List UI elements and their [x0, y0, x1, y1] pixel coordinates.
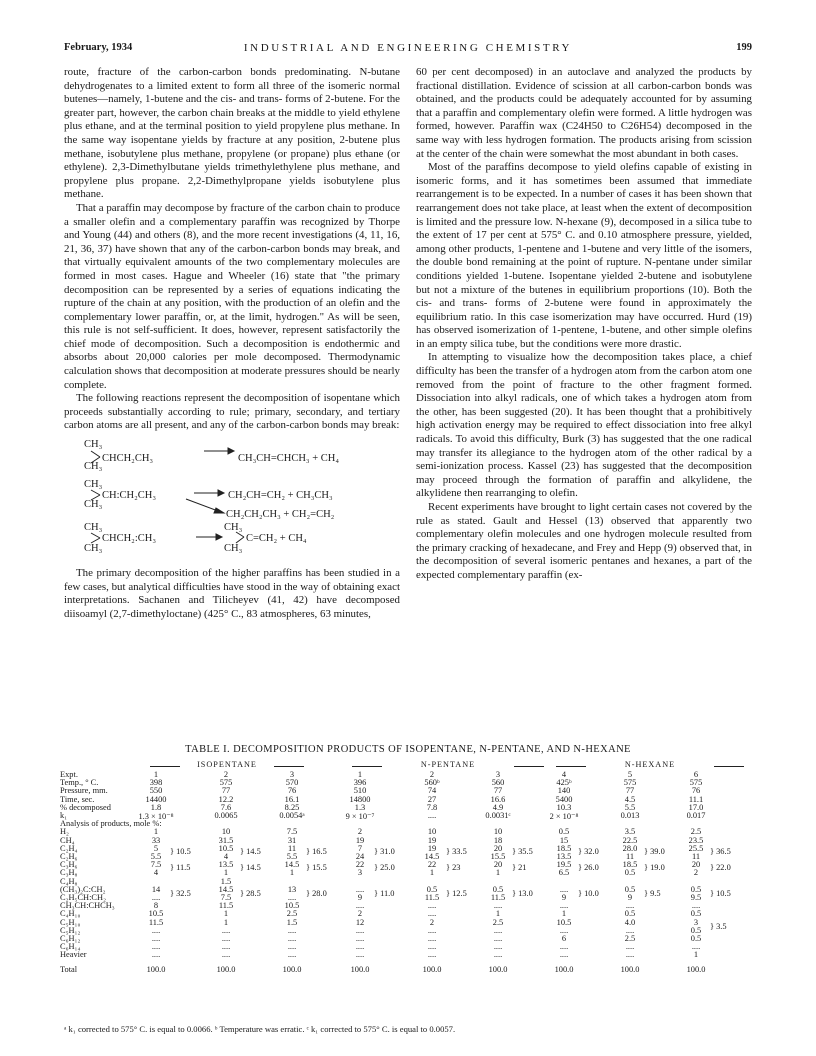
row-label: C₃H₈: [60, 868, 78, 878]
row-label: Total: [60, 964, 78, 974]
c2h4-value: 20: [493, 843, 503, 853]
row-label: CH₄: [60, 835, 75, 845]
c3-sum: } 15.5: [306, 863, 327, 873]
heavier-value: ....: [355, 950, 365, 960]
h2-value: 7.5: [286, 827, 298, 837]
butene1-value: 9: [627, 893, 633, 902]
expt-number: 1: [357, 770, 363, 779]
temp-value: 575: [219, 778, 233, 788]
ch4-value: 22.5: [622, 835, 638, 845]
c2h6-value: 11: [691, 852, 701, 861]
decomposed-value: 1.3: [354, 802, 366, 812]
isobutylene-value: ....: [559, 884, 569, 894]
c6h14-value: ....: [559, 942, 569, 952]
c56-sum: } 3.5: [710, 921, 727, 931]
eq-ch3: CH₃: [84, 461, 103, 473]
paragraph: Recent experiments have brought to light certain cases not covered by the rule as stated. Gault and Hessel (13) observed that apparently two complementary olefin molecules and one hydrogen molecule resulted from the primary cracking of hexadecane, and Frey and Hepp (9) observed that, in the decomposition of several isomeric pentanes and hexanes, a part of the expected complementary paraffin (ex-: [416, 501, 752, 581]
c5h12-value: ....: [625, 925, 635, 935]
row-label: Analysis of products, mole %:: [60, 819, 162, 829]
total-value: 100.0: [554, 964, 574, 974]
total-value: 100.0: [146, 964, 166, 974]
butene2-value: ....: [427, 901, 437, 911]
expt-number: 4: [561, 770, 567, 779]
k1-value: 1.3 × 10⁻⁸: [138, 812, 174, 821]
c3h8-value: 1: [495, 868, 501, 878]
c6h12-value: ....: [427, 934, 437, 943]
heavier-value: 1: [693, 950, 699, 960]
butene2-value: ....: [493, 901, 503, 911]
c3-sum: } 14.5: [240, 863, 261, 873]
c3h8-value: 4: [153, 868, 159, 878]
c6h12-value: 2.5: [624, 934, 636, 943]
reaction-arrows: [86, 437, 406, 557]
eq-ch3: CH₃: [84, 479, 103, 491]
c3h8-value: 1: [289, 868, 295, 878]
eq-ch3: CH₃: [224, 543, 243, 555]
h2-value: 2.5: [690, 827, 702, 837]
group-header: ISOPENTANE: [180, 760, 274, 769]
c6h14-value: ....: [625, 942, 635, 952]
eq1-right: CH₃CH=CHCH₃ + CH₄: [238, 453, 340, 465]
c2-sum: } 10.5: [170, 846, 191, 856]
c4h10-value: 0.5: [690, 909, 702, 919]
paragraph: That a paraffin may decompose by fracture of the carbon chain to produce a smaller olefin and a complementary paraffin was recognized by Thorpe and Young (44) and others (8), and the more recent investigations (4, 11, 16, 21, 36, 37) have shown that any of the carbon-carbon bonds may break, and that virtually equivalent amounts of the two complementary molecules are formed in most cases. Hague and Wheeler (16) state that "the primary decomposition can be represented by a series of equations indicating the rupture of the chain at any position, with the production of an olefin and the complementary lower paraffin, or, at the limit, hydrogen." As will be seen, this rule is not self-sufficient. It does, however, represent satisfactorily the chief mode of decomposition. Such a decomposition is endothermic and absorbs about 20,000 calories per mole decomposed. Thermodynamic calculation shows that decomposition at moderate pressures should be nearly complete.: [64, 201, 400, 391]
pressure-value: 74: [427, 786, 437, 796]
issue-date: February, 1934: [64, 42, 133, 53]
row-label: Heavier: [60, 950, 87, 960]
c3h6-value: 7.5: [150, 860, 162, 870]
k1-value: 0.017: [686, 811, 706, 820]
pressure-value: 550: [149, 786, 163, 796]
c5h12-value: ....: [493, 925, 503, 935]
right-column: [416, 66, 752, 583]
eq2-right-a: CH₂CH=CH₂ + CH₃CH₃: [228, 490, 333, 502]
butene2-value: ....: [355, 901, 365, 911]
c2h6-value: 4: [223, 852, 229, 861]
c5h10-value: 3: [693, 917, 699, 927]
eq3-right: C=CH₂ + CH₄: [246, 533, 307, 545]
table-footnote: ᵃ k₁ corrected to 575° C. is equal to 0.0066. ᵇ Temperature was erratic. ᶜ k₁ corrected to 575° C. is equal to 0.0057.: [64, 1024, 456, 1034]
c4-sum: } 11.0: [374, 888, 395, 898]
eq-ch3: CH₃: [224, 522, 243, 534]
temp-value: 425ᵇ: [556, 778, 572, 788]
eq-ch3: CH₃: [84, 543, 103, 555]
c2h6-value: 14.5: [424, 852, 440, 861]
time-value: 16.1: [284, 794, 300, 804]
pressure-value: 76: [691, 786, 701, 796]
c3h8-value: 0.5: [624, 868, 636, 878]
c3-sum: } 26.0: [578, 863, 599, 873]
butene1-value: 9.5: [690, 893, 702, 902]
row-label: C₂H₄: [60, 843, 78, 853]
total-value: 100.0: [282, 964, 302, 974]
row-label: C₆H₁₄: [60, 942, 81, 952]
row-label: Time, sec.: [60, 794, 95, 804]
butene1-value: 11.5: [424, 893, 440, 902]
time-value: 11.1: [688, 794, 704, 804]
c6h14-value: ....: [355, 942, 365, 952]
c6h14-value: ....: [151, 942, 161, 952]
paragraph: In attempting to visualize how the decomposition takes place, a chief difficulty has been the transfer of a hydrogen atom from the carbon atom one removed from the point of fracture to the other fragment formed. Dissociation into alkyl radicals, one of which takes a hydrogen atom from the other, has been suggested (20). It has been thought that a prohibitively high activation energy may be required to effect dissociation into free alkyl radicals. To avoid this difficulty, Burk (3) has suggested that the one radical may transfer its allegiance to the hydrogen atom of the other radical by a semi-ionization process. Kassel (23) has suggested that the decomposition may proceed through the formation of paraffin and alkylidene, the alkylidene then rearranging to olefin.: [416, 351, 752, 500]
time-value: 16.6: [490, 794, 506, 804]
h2-value: 10: [427, 827, 437, 837]
total-value: 100.0: [620, 964, 640, 974]
heavier-value: ....: [559, 950, 569, 960]
butene1-value: 11.5: [490, 893, 506, 902]
expt-number: 1: [153, 770, 159, 779]
h2-value: 10: [493, 827, 503, 837]
c2h6-value: 5.5: [150, 852, 162, 861]
c6h12-value: 6: [561, 934, 567, 943]
temp-value: 575: [689, 778, 703, 788]
c4-sum: } 10.5: [710, 888, 731, 898]
c4-sum: } 13.0: [512, 888, 533, 898]
c6h12-value: ....: [221, 934, 231, 943]
c2h4-value: 19: [427, 843, 437, 853]
butene1-value: ....: [287, 893, 297, 902]
k1-value: ....: [427, 811, 437, 820]
row-label: C₃H₆: [60, 860, 78, 870]
h2-value: 2: [357, 827, 363, 837]
temp-value: 396: [353, 778, 367, 788]
pressure-value: 77: [625, 786, 635, 796]
paragraph: route, fracture of the carbon-carbon bonds predominating. N-butane dehydrogenates to a limited extent to form all three of the isomeric normal butenes—namely, 1-butene and the cis- and trans- forms of 2-butene. For the greater part, however, the carbon chain breaks at the middle to yield ethylene plus ethane, and at the terminal position to yield propylene plus methane. In the same way isopentane yields by fracture at any position, 2-butene plus methane, isobutylene plus methane, propylene (or propane) plus ethane (or ethylene). 2,3-Dimethylbutane yields trimethylethylene plus methane, and propylene plus propane. 2,2-Dimethylpropane yields isobutylene plus methane.: [64, 66, 400, 201]
time-value: 14400: [145, 794, 167, 804]
expt-number: 3: [495, 770, 501, 779]
c2-sum: } 33.5: [446, 846, 467, 856]
ch4-value: 23.5: [688, 835, 704, 845]
time-value: 4.5: [624, 794, 636, 804]
c6h12-value: ....: [355, 934, 365, 943]
page-number: 199: [736, 42, 752, 53]
eq2-right-b: CH₂CH₂CH₃ + CH₂=CH₂: [226, 509, 335, 521]
c5h10-value: 2: [429, 917, 435, 927]
c2h4-value: 7: [357, 843, 363, 853]
c3h8-value: 1: [223, 868, 229, 878]
c4-sum: } 28.5: [240, 888, 261, 898]
c3-sum: } 23: [446, 863, 461, 873]
c3h6-value: 14.5: [284, 860, 300, 870]
isobutylene-value: 0.5: [690, 884, 702, 894]
expt-number: 5: [627, 770, 633, 779]
butene2-value: 10.5: [284, 901, 300, 911]
butene2-value: ....: [559, 901, 569, 911]
row-label: C₆H₁₂: [60, 934, 81, 943]
c2h4-value: 25.5: [688, 843, 704, 853]
ch4-value: 31: [287, 835, 297, 845]
c3-sum: } 11.5: [170, 863, 191, 873]
decomposed-value: 4.9: [492, 802, 504, 812]
c6h12-value: 0.5: [690, 934, 702, 943]
c5h10-value: 1: [223, 917, 229, 927]
h2-value: 0.5: [558, 827, 570, 837]
c2h6-value: 15.5: [490, 852, 506, 861]
row-label: C₅H₁₂: [60, 925, 81, 935]
isobutylene-value: 13: [287, 884, 297, 894]
group-header: N-HEXANE: [586, 760, 714, 769]
c2h4-value: 28.0: [622, 843, 638, 853]
time-value: 27: [427, 794, 437, 804]
h2-value: 10: [221, 827, 231, 837]
c3-sum: } 25.0: [374, 863, 395, 873]
isobutylene-value: ....: [355, 884, 365, 894]
c4h10-value: 1: [561, 909, 567, 919]
butene2-value: 8: [153, 901, 159, 911]
c6h14-value: ....: [427, 942, 437, 952]
c3-sum: } 21: [512, 863, 527, 873]
c4-sum: } 12.5: [446, 888, 467, 898]
time-value: 14800: [349, 794, 371, 804]
c4-sum: } 32.5: [170, 888, 191, 898]
total-value: 100.0: [216, 964, 236, 974]
paragraph: The primary decomposition of the higher paraffins has been studied in a few cases, but analytical difficulties have stood in the way of obtaining exact interpretations. Sachanen and Tilicheyev (41, 42) have decomposed diisoamyl (2,7-dimethyloctane) (425° C., 83 atmospheres, 63 minutes,: [64, 567, 400, 620]
c2-sum: } 35.5: [512, 846, 533, 856]
c6h14-value: ....: [287, 942, 297, 952]
c5h12-value: 0.5: [690, 925, 702, 935]
c6h12-value: ....: [151, 934, 161, 943]
decomposed-value: 17.0: [688, 802, 704, 812]
c2h6-value: 5.5: [286, 852, 298, 861]
c6h12-value: ....: [493, 934, 503, 943]
c5h12-value: ....: [287, 925, 297, 935]
c5h12-value: ....: [355, 925, 365, 935]
total-value: 100.0: [350, 964, 370, 974]
paragraph: The following reactions represent the decomposition of isopentane which proceeds substantially according to rule; primary, secondary, and tertiary carbon atoms are all present, and any of the carbon-carbon bonds may break:: [64, 392, 400, 432]
row-label: Temp., ° C.: [60, 778, 99, 788]
isobutylene-value: 14: [151, 884, 161, 894]
c4-sum: } 10.0: [578, 888, 599, 898]
c6h14-value: ....: [493, 942, 503, 952]
c3h8-value: 3: [357, 868, 363, 878]
total-value: 100.0: [422, 964, 442, 974]
c5h10-value: 4.0: [624, 917, 636, 927]
page-header: [64, 42, 752, 58]
decomposed-value: 5.5: [624, 802, 636, 812]
reaction-equations: [86, 437, 400, 557]
c5h10-value: 11.5: [148, 917, 164, 927]
k1-value: 9 × 10⁻⁷: [345, 812, 375, 821]
butene1-value: 9: [561, 893, 567, 902]
c6h14-value: ....: [221, 942, 231, 952]
row-label: (CH₃)₂C:CH₂: [60, 884, 106, 894]
c4h10-value: ....: [427, 909, 437, 919]
expt-number: 6: [693, 770, 699, 779]
paragraph: Most of the paraffins decompose to yield olefins capable of existing in isomeric forms, and it has sometimes been assumed that immediate rearrangement is to be expected. In a number of cases it has been shown that rearrangement does not take place, at least when the extent of decomposition is limited and the pressure low. N-hexane (9), decomposed in a silica tube to the extent of 17 per cent at 575° C. and 0.10 atmosphere pressure, yielded, among other products, 1-pentene and 1-butene and very little of the isomers, the double bond remaining at the point of rupture. N-pentane under similar conditions yielded 1-butene. Isopentane yielded 2-butene and isobutylene but not a mixture of the butenes in equilibrium proportions (10). Both the cis- and trans- forms of 2-butene were found in approximately the equilibrium ratio. In this case isomerization may have occurred. Hurd (19) has observed isomerization of 1-pentene, 1-butene, and other simple olefins in an empty silica tube, but the conditions were more drastic.: [416, 161, 752, 350]
row-label: % decomposed: [60, 802, 111, 812]
isobutylene-value: 0.5: [624, 884, 636, 894]
c4h10-value: 2: [357, 909, 363, 919]
pressure-value: 140: [557, 786, 571, 796]
k1-value: 0.0031ᶜ: [485, 811, 511, 820]
eq3-left: CHCH₂:CH₃: [102, 533, 156, 545]
pressure-value: 510: [353, 786, 367, 796]
heavier-value: ....: [287, 950, 297, 960]
c3-sum: } 19.0: [644, 863, 665, 873]
c2h6-value: 13.5: [556, 852, 572, 861]
total-value: 100.0: [686, 964, 706, 974]
c5h10-value: 2.5: [492, 917, 504, 927]
decomposed-value: 7.6: [220, 802, 232, 812]
ch4-value: 19: [427, 835, 437, 845]
c2-sum: } 32.0: [578, 846, 599, 856]
temp-value: 575: [623, 778, 637, 788]
c2-sum: } 39.0: [644, 846, 665, 856]
h2-value: 1: [153, 827, 159, 837]
c4-sum: } 28.0: [306, 888, 327, 898]
decomposed-value: 10.3: [556, 802, 572, 812]
row-label: C₂H₅CH:CH₂: [60, 893, 106, 902]
butene2-value: 11.5: [218, 901, 234, 911]
c4h10-value: 1: [223, 909, 229, 919]
c4-sum: } 9.5: [644, 888, 661, 898]
butene1-value: ....: [151, 893, 161, 902]
time-value: 5400: [555, 794, 573, 804]
row-label: CH₃CH:CHCH₃: [60, 901, 115, 911]
temp-value: 560ᵇ: [424, 778, 440, 788]
left-column: [64, 66, 400, 621]
c4h10-value: 2.5: [286, 909, 298, 919]
pressure-value: 76: [287, 786, 297, 796]
c5h12-value: ....: [427, 925, 437, 935]
heavier-value: ....: [493, 950, 503, 960]
c3h6-value: 19.5: [556, 860, 572, 870]
row-label: H₂: [60, 827, 69, 837]
paragraph: 60 per cent decomposed) in an autoclave and analyzed the products by fractional distillation. Evidence of scission at all carbon-carbon bonds was obtained, and the products could be adequately accounted for by assuming that a paraffin and complementary olefin were formed. A little hydrogen was formed, however. Paraffin wax (C24H50 to C26H54) decomposed in the same way with less hydrogen formation. The products arising from scission at the center of the chain were somewhat the most abundant in both cases.: [416, 66, 752, 160]
ch4-value: 33: [151, 835, 161, 845]
c3-sum: } 22.0: [710, 863, 731, 873]
group-header: N-PENTANE: [382, 760, 514, 769]
pressure-value: 77: [221, 786, 231, 796]
c2-sum: } 16.5: [306, 846, 327, 856]
eq-ch3: CH₃: [84, 522, 103, 534]
ch4-value: 15: [559, 835, 569, 845]
isobutylene-value: 14.5: [218, 884, 234, 894]
table-caption: TABLE I. DECOMPOSITION PRODUCTS OF ISOPENTANE, N-PENTANE, AND N-HEXANE: [185, 744, 631, 755]
c2h6-value: 24: [355, 852, 365, 861]
row-label: C₅H₁₀: [60, 917, 81, 927]
row-label: C₄H₈: [60, 876, 78, 886]
butene2-value: ....: [625, 901, 635, 911]
c5h10-value: 12: [355, 917, 365, 927]
expt-number: 2: [223, 770, 229, 779]
journal-title: INDUSTRIAL AND ENGINEERING CHEMISTRY: [243, 42, 573, 54]
heavier-value: ....: [221, 950, 231, 960]
h2-value: 3.5: [624, 827, 636, 837]
heavier-value: ....: [427, 950, 437, 960]
eq2-left: CH:CH₂CH₃: [102, 490, 156, 502]
butene1-value: 9: [357, 893, 363, 902]
decomposed-value: 7.8: [426, 802, 438, 812]
temp-value: 398: [149, 778, 163, 788]
c5h12-value: ....: [221, 925, 231, 935]
c4h10-value: 10.5: [148, 909, 164, 919]
pressure-value: 77: [493, 786, 503, 796]
c6h12-value: ....: [287, 934, 297, 943]
temp-value: 560: [491, 778, 505, 788]
c6h14-value: ....: [691, 942, 701, 952]
c3h8-value: 2: [693, 868, 699, 878]
temp-value: 570: [285, 778, 299, 788]
heavier-value: ....: [625, 950, 635, 960]
eq-ch3: CH₃: [84, 499, 103, 511]
c2h4-value: 5: [153, 843, 159, 853]
k1-value: 2 × 10⁻⁸: [549, 812, 579, 821]
c3h6-value: 20: [493, 860, 503, 870]
k1-value: 0.0054ᵃ: [279, 811, 305, 820]
decomposed-value: 8.25: [284, 802, 300, 812]
total-value: 100.0: [488, 964, 508, 974]
isobutylene-value: 0.5: [492, 884, 504, 894]
c3h6-value: 20: [691, 860, 701, 870]
eq1-left: CHCH₂CH₃: [102, 453, 154, 465]
time-value: 12.2: [218, 794, 234, 804]
ch4-value: 18: [493, 835, 503, 845]
butene1-value: 7.5: [220, 893, 232, 902]
row-label: C₂H₆: [60, 852, 78, 861]
expt-number: 2: [429, 770, 435, 779]
c3h6-value: 22: [427, 860, 437, 870]
row-label: k₁: [60, 811, 68, 820]
c5h12-value: ....: [559, 925, 569, 935]
c2h4-value: 10.5: [218, 843, 234, 853]
c4h10-value: 1: [495, 909, 501, 919]
eq-ch3: CH₃: [84, 439, 103, 451]
ch4-value: 31.5: [218, 835, 234, 845]
c3h6-value: 22: [355, 860, 365, 870]
data-table: [60, 760, 756, 1020]
c5h10-value: 1.5: [286, 917, 298, 927]
c3h6-value: 13.5: [218, 860, 234, 870]
c4h8-value: 1.5: [220, 876, 232, 886]
decomposed-value: 1.8: [150, 802, 162, 812]
k1-value: 0.0065: [214, 811, 238, 820]
k1-value: 0.013: [620, 811, 640, 820]
heavier-value: ....: [151, 950, 161, 960]
isobutylene-value: 0.5: [426, 884, 438, 894]
c2h6-value: 11: [625, 852, 635, 861]
c3h8-value: 6.5: [558, 868, 570, 878]
c3h8-value: 1: [429, 868, 435, 878]
c2-sum: } 36.5: [710, 846, 731, 856]
row-label: Expt.: [60, 770, 78, 779]
c5h10-value: 10.5: [556, 917, 572, 927]
c2h4-value: 18.5: [556, 843, 572, 853]
c2-sum: } 31.0: [374, 846, 395, 856]
c3h6-value: 18.5: [622, 860, 638, 870]
c2h4-value: 11: [287, 843, 297, 853]
expt-number: 3: [289, 770, 295, 779]
ch4-value: 19: [355, 835, 365, 845]
c5h12-value: ....: [151, 925, 161, 935]
row-label: C₄H₁₀: [60, 909, 81, 919]
c4h10-value: 0.5: [624, 909, 636, 919]
butene2-value: ....: [691, 901, 701, 911]
c2-sum: } 14.5: [240, 846, 261, 856]
row-label: Pressure, mm.: [60, 786, 108, 796]
